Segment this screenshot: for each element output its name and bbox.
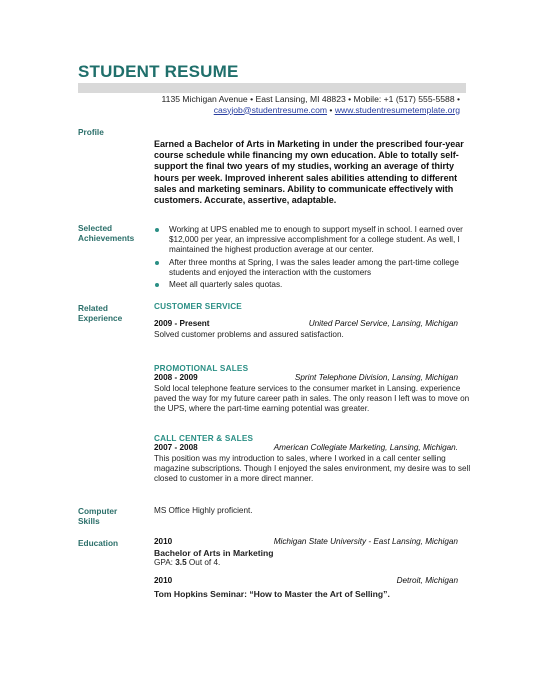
job-dates: 2009 - Present bbox=[154, 319, 210, 328]
education-school: Detroit, Michigan bbox=[396, 576, 458, 585]
education-entry bbox=[154, 537, 472, 568]
bullet-icon bbox=[155, 283, 159, 287]
bullet-icon bbox=[155, 228, 159, 232]
profile-text: Earned a Bachelor of Arts in Marketing in under the prescribed four-year course schedule while financing my own education. Able to totally self-support the final two years of my studies, working an average of thirty hours per week. Improved inherent sales abilities attending to different sales and marketing seminars. Ability to communicate effectively with customers. Accurate, assertive, adaptable. bbox=[154, 139, 464, 206]
achievements-list bbox=[154, 225, 472, 292]
education-degree: Bachelor of Arts in Marketing bbox=[154, 548, 274, 558]
resume-title: STUDENT RESUME bbox=[78, 62, 239, 81]
job-dates: 2007 - 2008 bbox=[154, 443, 198, 452]
list-item: Meet all quarterly sales quotas. bbox=[154, 280, 472, 290]
computer-skills-text: MS Office Highly proficient. bbox=[154, 506, 253, 515]
contact-address: 1135 Michigan Avenue • East Lansing, MI 48823 • Mobile: +1 (517) 555-5588 • bbox=[161, 94, 460, 104]
job-dates: 2008 - 2009 bbox=[154, 373, 198, 382]
list-item: Working at UPS enabled me to enough to support myself in school. I earned over $12,000 per year, an impressive accomplishment for a college student. As well, I maintained the highest production average at our center. bbox=[154, 225, 472, 256]
education-year: 2010 bbox=[154, 537, 173, 546]
job-org: United Parcel Service, Lansing, Michigan bbox=[308, 319, 458, 328]
contact-info bbox=[162, 94, 460, 115]
computer-skills-label: Computer Skills bbox=[78, 506, 118, 526]
profile-label: Profile bbox=[78, 127, 104, 137]
experience-label: Related Experience bbox=[78, 303, 123, 323]
job-desc: Solved customer problems and assured satisfaction. bbox=[154, 330, 344, 339]
job-call-center bbox=[154, 434, 472, 485]
job-title: CALL CENTER & SALES bbox=[154, 434, 254, 443]
bullet-icon bbox=[155, 261, 159, 265]
job-desc: Sold local telephone feature services to the consumer market in Lansing. experience paved the way for my future career path in sales. The only reason I left was to move on the UPS, where the part-time earning potential was greater. bbox=[154, 384, 470, 414]
job-promotional-sales bbox=[154, 364, 472, 415]
education-gpa: GPA: 3.5 Out of 4. bbox=[154, 558, 221, 568]
job-org: Sprint Telephone Division, Lansing, Michigan bbox=[294, 373, 458, 382]
title-rule bbox=[78, 83, 466, 93]
education-degree: Tom Hopkins Seminar: “How to Master the Art of Selling”. bbox=[154, 589, 390, 599]
achievements-label: Selected Achievements bbox=[78, 223, 135, 243]
job-title: CUSTOMER SERVICE bbox=[154, 302, 242, 311]
email-link[interactable]: casyjob@studentresume.com bbox=[213, 104, 328, 115]
job-customer-service bbox=[154, 302, 472, 340]
education-year: 2010 bbox=[154, 576, 173, 585]
education-label: Education bbox=[78, 538, 119, 548]
education-entry bbox=[154, 576, 472, 599]
job-org: American Collegiate Marketing, Lansing, Michigan. bbox=[273, 443, 458, 452]
website-link[interactable]: www.studentresumetemplate.org bbox=[334, 104, 460, 115]
job-title: PROMOTIONAL SALES bbox=[154, 364, 249, 373]
list-item: After three months at Spring, I was the sales leader among the part-time college students and enjoyed the interaction with the customers bbox=[154, 258, 472, 278]
education-school: Michigan State University - East Lansing, Michigan bbox=[273, 537, 458, 546]
job-desc: This position was my introduction to sales, where I worked in a call center selling magazine subscriptions. Though I enjoyed the sales environment, my desire was to sell closed to customer in a more direct manner. bbox=[154, 454, 471, 484]
contact-separator: • bbox=[327, 104, 335, 115]
